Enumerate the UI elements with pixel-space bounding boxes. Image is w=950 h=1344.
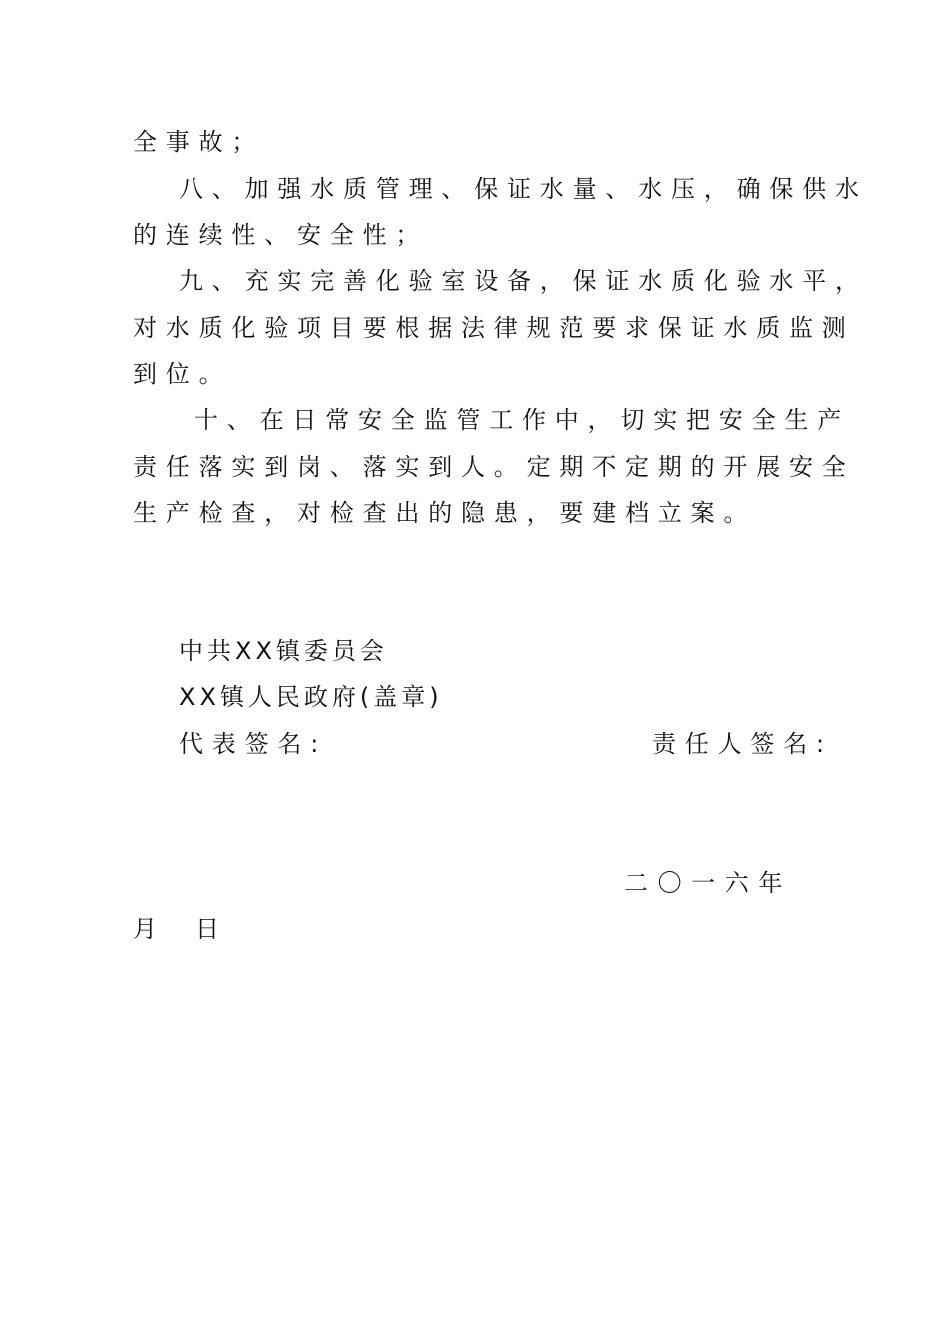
paragraph-line: 生产检查，对检查出的隐患，要建档立案。 (133, 499, 757, 527)
paragraph-line: 八、加强水质管理、保证水量、水压，确保供水 (179, 175, 868, 203)
paragraph-line: 九、充实完善化验室设备，保证水质化验水平， (179, 267, 868, 295)
paragraph-line: 对水质化验项目要根据法律规范要求保证水质监测 (133, 314, 855, 342)
date-day: 日 (195, 915, 219, 943)
representative-signature-label: 代表签名: (179, 730, 328, 758)
paragraph-line: 的连续性、安全性； (133, 221, 429, 249)
party-committee-name: 中共XX镇委员会 (179, 637, 388, 665)
paragraph-line: 到位。 (133, 360, 232, 388)
date-year: 二〇一六年 (624, 869, 792, 897)
paragraph-line: 全事故； (133, 128, 265, 156)
date-month: 月 (133, 915, 157, 943)
paragraph-line: 十、在日常安全监管工作中，切实把安全生产 (194, 406, 850, 434)
government-name: XX镇人民政府(盖章) (179, 683, 443, 711)
paragraph-line: 责任落实到岗、落实到人。定期不定期的开展安全 (133, 453, 855, 481)
responsible-person-signature-label: 责任人签名: (652, 730, 833, 758)
